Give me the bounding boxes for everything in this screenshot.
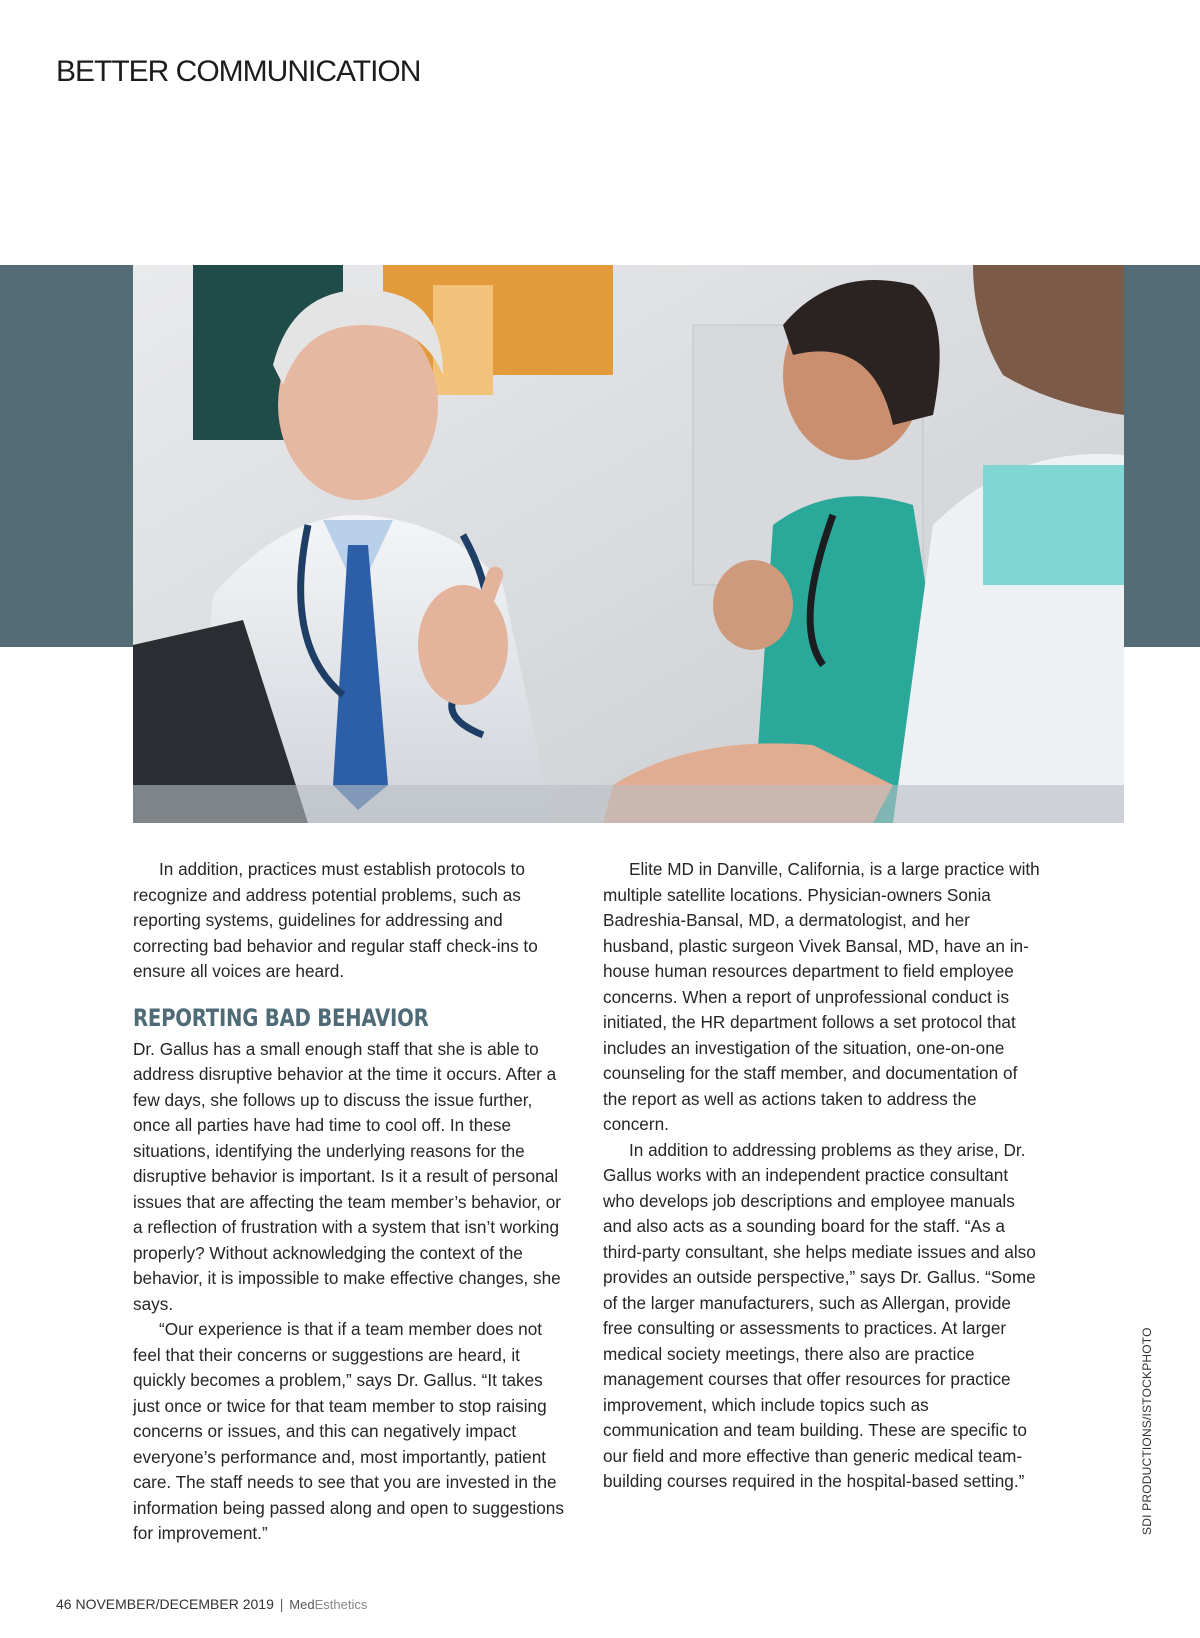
- section-label: BETTER COMMUNICATION: [56, 55, 421, 88]
- article-column-left: [133, 857, 573, 1547]
- page-number: 46: [56, 1596, 72, 1612]
- footer-separator: |: [279, 1596, 284, 1612]
- photo-credit: SDI PRODUCTIONS/ISTOCKPHOTO: [1140, 1327, 1154, 1535]
- magazine-brand: [289, 1597, 367, 1612]
- article-paragraph: “Our experience is that if a team member does not feel that their concerns or suggestions are heard, it quickly becomes a problem,” says Dr. Gallus. “It takes just once or twice for that team member to stop raising concerns or issues, and this can negatively impact everyone’s performance and, most importantly, patient care. The staff needs to see that you are invested in the information being passed along and open to suggestions for improvement.”: [133, 1319, 564, 1543]
- article-paragraph: Elite MD in Danville, California, is a large practice with multiple satellite locations. Physician-owners Sonia Badreshia-Bansal, MD, a dermatologist, and her husband, plastic surgeon Vivek Bansal, MD, have an in-house human resources department to field employee concerns. When a report of unprofessional conduct is initiated, the HR department follows a set protocol that includes an investigation of the situation, one-on-one counseling for the staff member, and documentation of the report as well as actions taken to address the concern.: [603, 859, 1040, 1134]
- article-paragraph: In addition to addressing problems as they arise, Dr. Gallus works with an independent practice consultant who develops job descriptions and employee manuals and also acts as a sounding board for the staff. “As a third-party consultant, she helps mediate issues and also provides an outside perspective,” says Dr. Gallus. “Some of the larger manufacturers, such as Allergan, provide free consulting or assessments to practices. At larger medical society meetings, there also are practice management courses that offer resources for practice improvement, which include topics such as communication and team building. These are specific to our field and more effective than generic medical team-building courses required in the hospital-based setting.”: [603, 1139, 1036, 1491]
- article-column-right: [603, 857, 1043, 1495]
- page-footer: [56, 1596, 367, 1612]
- article-paragraph: Dr. Gallus has a small enough staff that she is able to address disruptive behavior at the time it occurs. After a few days, she follows up to discuss the issue further, once all parties have had time to cool off. In these situations, identifying the underlying reasons for the disruptive behavior is important. Is it a result of personal issues that are affecting the team member’s behavior, or a reflection of frustration with a system that isn’t working properly? Without acknowledging the context of the behavior, it is impossible to make effective changes, she says.: [133, 1038, 562, 1314]
- article-paragraph: In addition, practices must establish protocols to recognize and address potential problems, such as reporting systems, guidelines for addressing and correcting bad behavior and regular staff check-ins to ensure all voices are heard.: [133, 859, 538, 981]
- subhead-reporting-bad-behavior: REPORTING BAD BEHAVIOR: [133, 1003, 429, 1032]
- photo-illustration: [133, 265, 1124, 823]
- issue-date: NOVEMBER/DECEMBER 2019: [75, 1596, 274, 1612]
- brand-med: Med: [289, 1597, 315, 1612]
- brand-esthetics: Esthetics: [314, 1597, 368, 1612]
- article-photo: [133, 265, 1124, 823]
